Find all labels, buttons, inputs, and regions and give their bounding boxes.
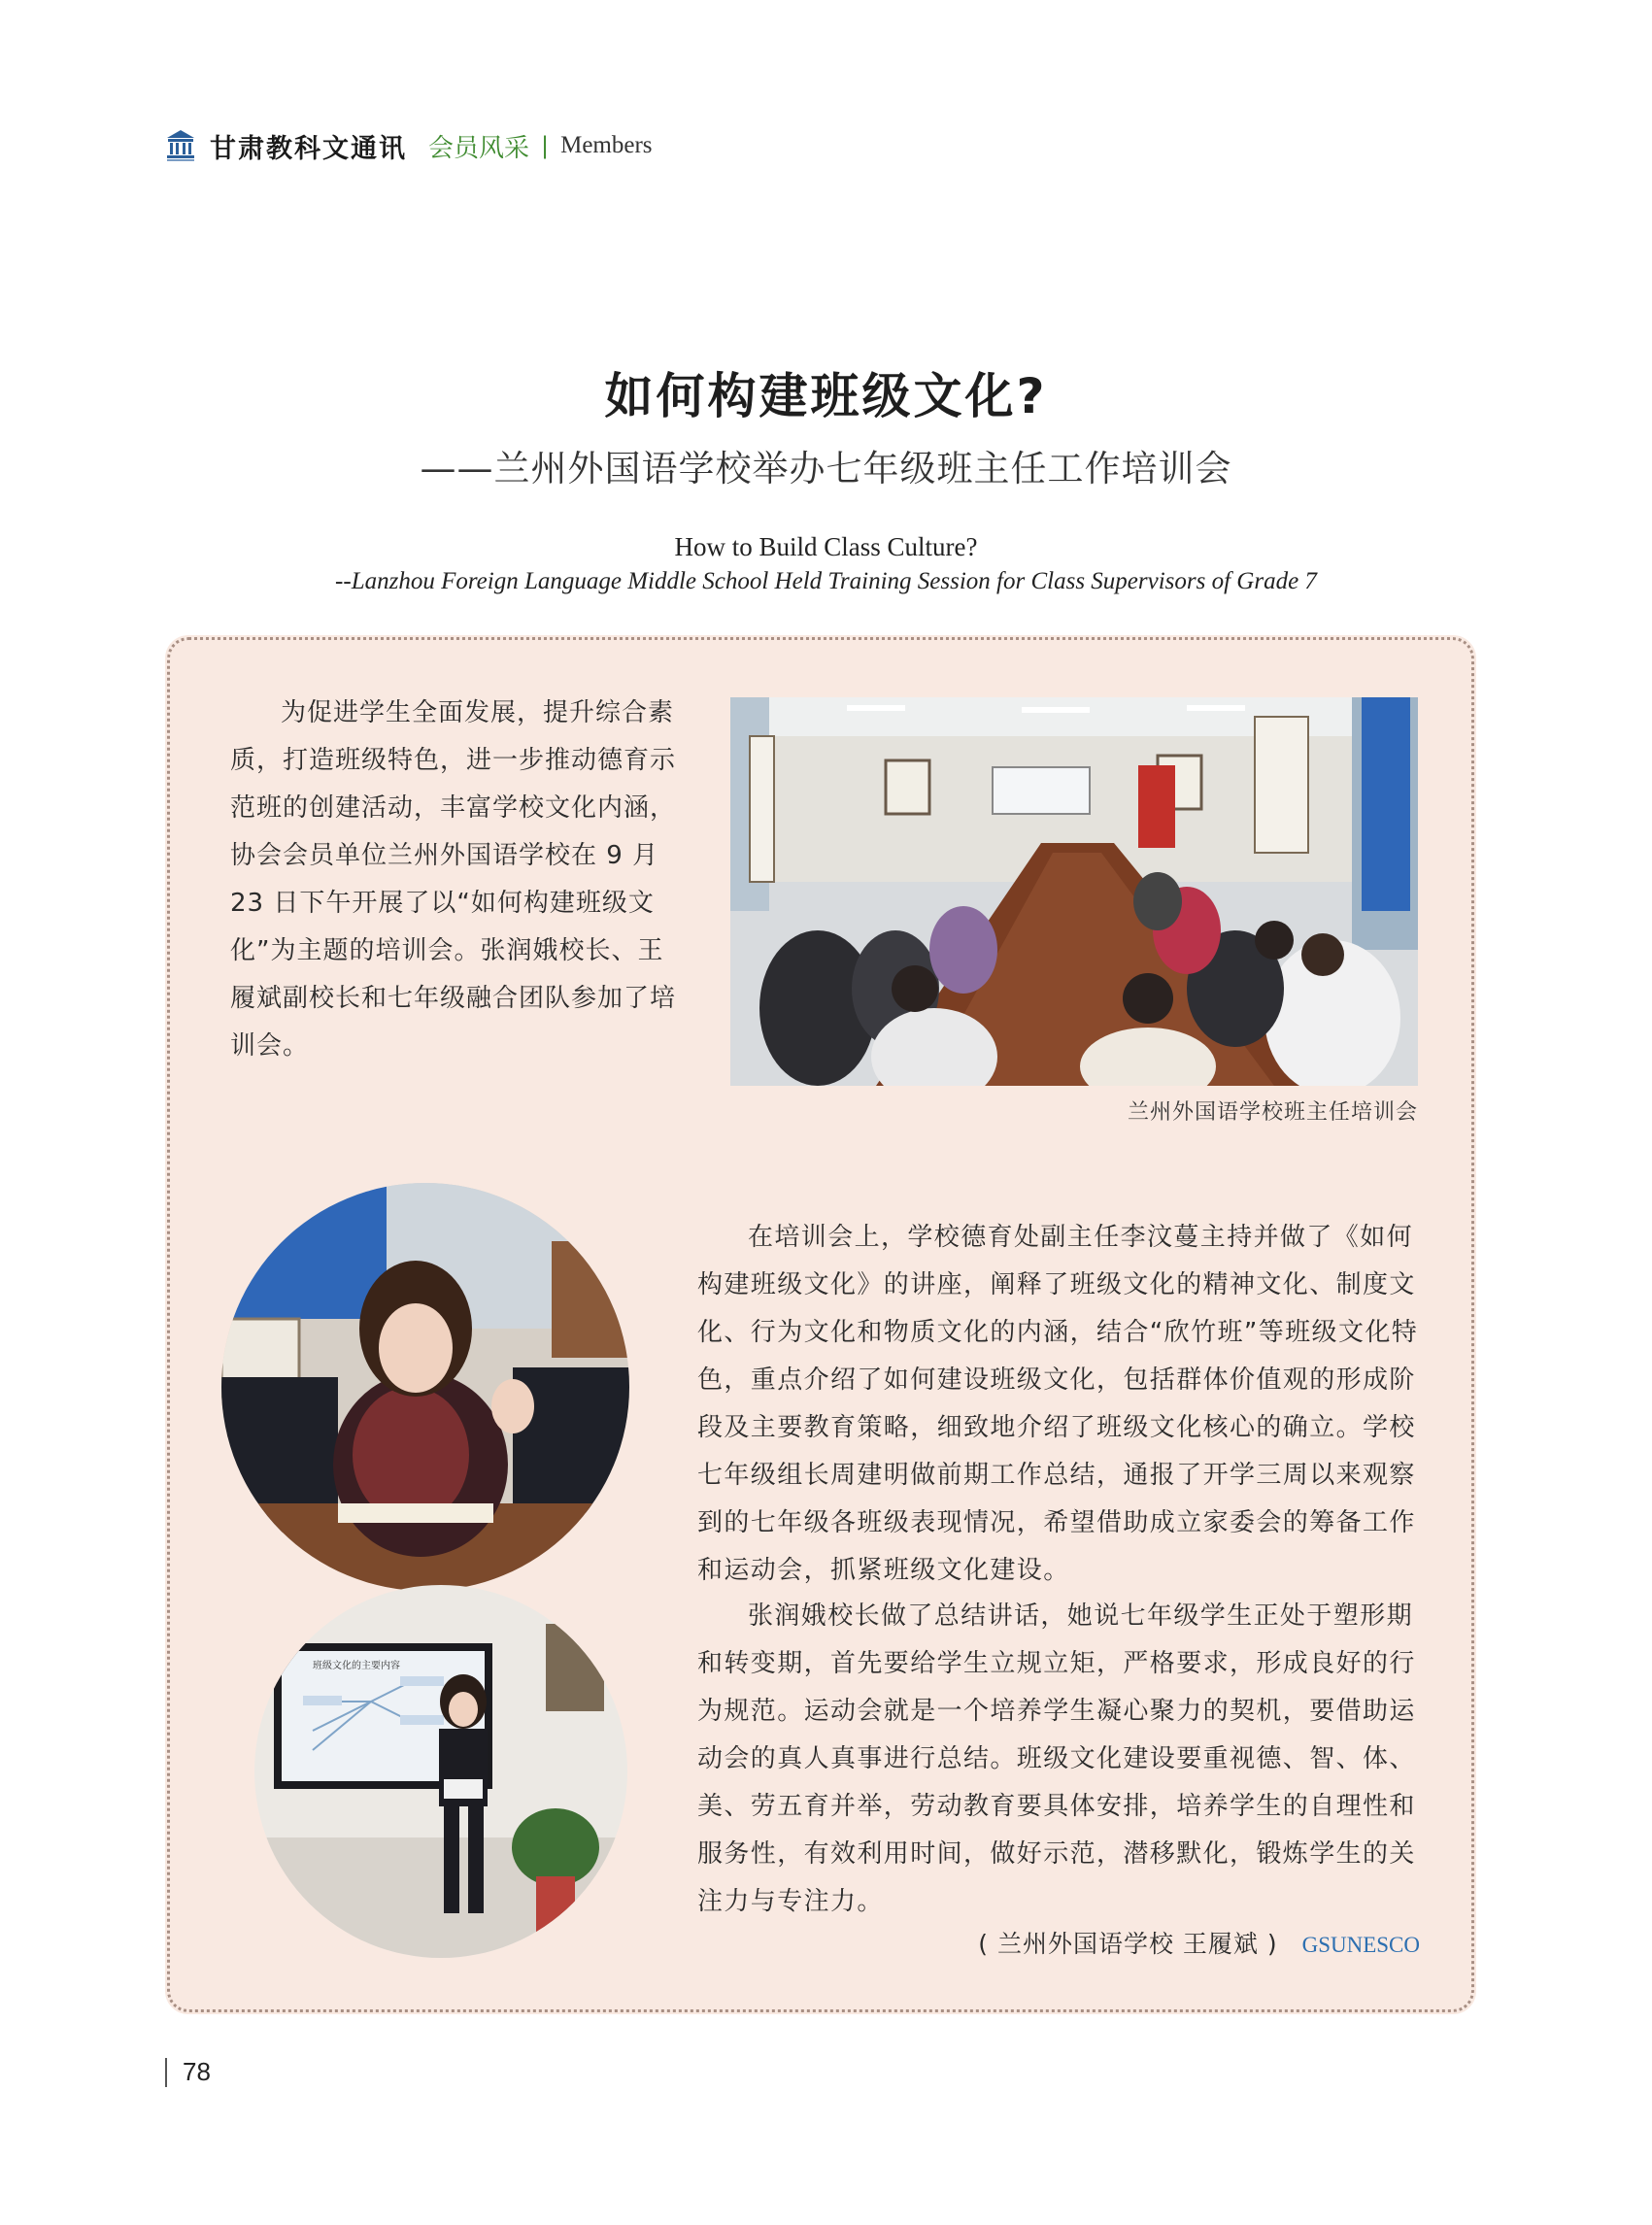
header-separator: | <box>541 132 550 159</box>
presenter-photo-circle <box>254 1585 627 1958</box>
paragraph-summary-speech: 张润娥校长做了总结讲话，她说七年级学生正处于塑形期和转变期，首先要给学生立规立矩，严格要求，形成良好的行为规范。运动会就是一个培养学生凝心聚力的契机，要借助运动会的真人真事进行总结。班级文化建设要重视德、智、体、美、劳五育并举，劳动教育要具体安排，培养学生的自理性和服务性，有效利用时间，做好示范，潜移默化，锻炼学生的关注力与专注力。 <box>697 1601 1416 1916</box>
byline-source: GSUNESCO <box>1301 1933 1420 1957</box>
running-header <box>165 126 653 165</box>
photo-caption: 兰州外国语学校班主任培训会 <box>1127 1100 1418 1125</box>
article-subtitle-en: --Lanzhou Foreign Language Middle School Held Training Session for Class Supervisors of Grade 7 <box>335 568 1317 594</box>
paragraph-lecture: 在培训会上，学校德育处副主任李汶蔓主持并做了《如何构建班级文化》的讲座，阐释了班级文化的精神文化、制度文化、行为文化和物质文化的内涵，结合“欣竹班”等班级文化特色，重点介绍了如何建设班级文化，包括群体价值观的形成阶段及主要教育策略，细致地介绍了班级文化核心的确立。学校七年级组长周建明做前期工作总结，通报了开学三周以来观察到的七年级各班级表现情况，希望借助成立家委会的筹备工作和运动会，抓紧班级文化建设。 <box>697 1223 1419 1585</box>
meeting-room-photo <box>730 697 1418 1086</box>
paragraph-intro: 为促进学生全面发展，提升综合素质，打造班级特色，进一步推动德育示范班的创建活动，丰富学校文化内涵，协会会员单位兰州外国语学校在 9 月 23 日下午开展了以“如何构建班级文化”为主题的培训会。张润娥校长、王履斌副校长和七年级融合团队参加了培训会。 <box>230 698 677 1061</box>
presenter-slide-image <box>254 1585 627 1958</box>
article-title-cn: 如何构建班级文化? <box>604 368 1048 424</box>
magazine-title: 甘肃教科文通讯 <box>210 133 407 164</box>
speaker-photo-circle <box>221 1183 629 1591</box>
association-logo-icon <box>165 128 196 163</box>
article-title-en: How to Build Class Culture? <box>674 532 978 561</box>
byline-author: ( 兰州外国语学校 王履斌 ) <box>978 1930 1278 1958</box>
page-number: 78 <box>183 2057 211 2086</box>
page-footer <box>165 2057 211 2087</box>
section-name-cn: 会员风采 <box>428 133 530 163</box>
slide-title: 班级文化的主要内容 <box>313 1661 400 1671</box>
section-name-en: Members <box>560 132 653 158</box>
article-subtitle-cn: ——兰州外国语学校举办七年级班主任工作培训会 <box>420 448 1232 489</box>
speaker-seated-image <box>221 1183 629 1591</box>
footer-divider <box>165 2058 167 2087</box>
byline <box>680 1925 1420 1960</box>
